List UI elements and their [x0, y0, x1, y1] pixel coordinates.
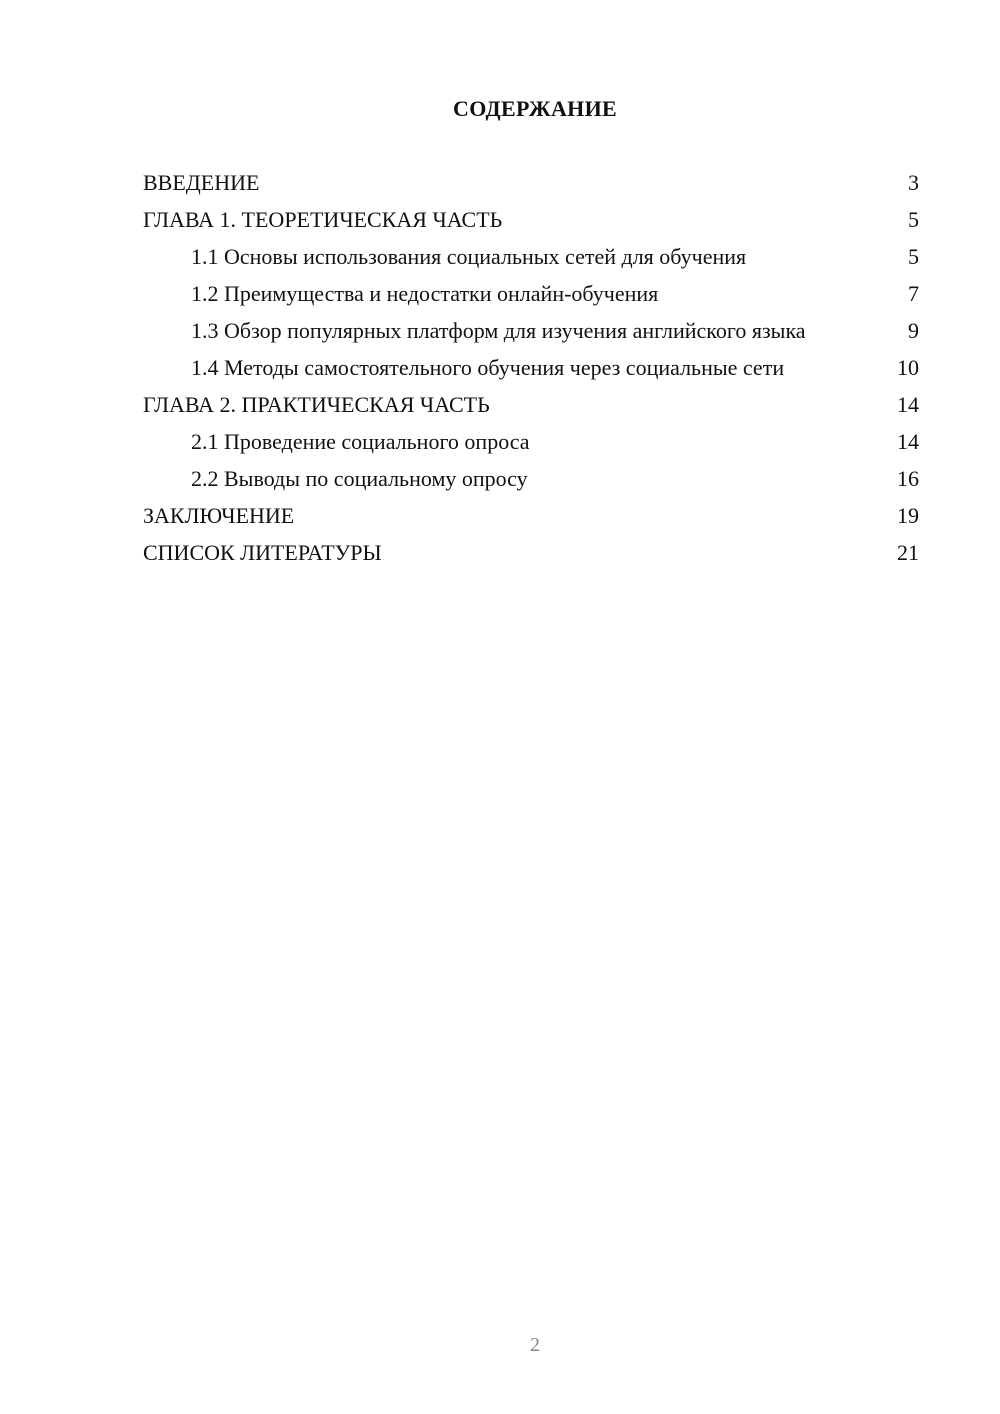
toc-entry-label: ВВЕДЕНИЕ [143, 170, 260, 195]
toc-entry-page-number: 19 [897, 503, 919, 528]
toc-entry-label: 2.2 Выводы по социальному опросу [191, 466, 528, 491]
toc-entry-page-number: 5 [908, 207, 919, 232]
toc-entry-label: 2.1 Проведение социального опроса [191, 429, 530, 454]
toc-entry-section-1-3[interactable] [143, 318, 919, 344]
toc-entry-page-number: 14 [897, 392, 919, 417]
toc-entry-label: 1.4 Методы самостоятельного обучения через социальные сети [191, 355, 785, 380]
toc-entry-section-2-2[interactable] [143, 466, 919, 492]
toc-entry-conclusion[interactable] [143, 503, 919, 529]
toc-entry-section-2-1[interactable] [143, 429, 919, 455]
toc-entry-section-1-2[interactable] [143, 281, 919, 307]
toc-entry-page-number: 7 [908, 281, 919, 306]
toc-entry-section-1-1[interactable] [143, 244, 919, 270]
toc-entry-page-number: 3 [908, 170, 919, 195]
toc-entry-label: 1.1 Основы использования социальных сетей для обучения [191, 244, 747, 269]
toc-entry-label: 1.3 Обзор популярных платформ для изучения английского языка [191, 318, 806, 343]
table-of-contents [143, 170, 919, 577]
toc-entry-page-number: 5 [908, 244, 919, 269]
toc-entry-page-number: 14 [897, 429, 919, 454]
toc-entry-references[interactable] [143, 540, 919, 566]
toc-entry-page-number: 9 [908, 318, 919, 343]
toc-entry-chapter-2[interactable] [143, 392, 919, 418]
page-title: СОДЕРЖАНИЕ [453, 96, 617, 121]
toc-entry-label: 1.2 Преимущества и недостатки онлайн-обучения [191, 281, 659, 306]
toc-entry-page-number: 21 [897, 540, 919, 565]
toc-entry-label: ГЛАВА 1. ТЕОРЕТИЧЕСКАЯ ЧАСТЬ [143, 207, 503, 232]
toc-entry-page-number: 10 [897, 355, 919, 380]
toc-entry-label: СПИСОК ЛИТЕРАТУРЫ [143, 540, 382, 565]
toc-entry-label: ГЛАВА 2. ПРАКТИЧЕСКАЯ ЧАСТЬ [143, 392, 490, 417]
page-number: 2 [530, 1334, 540, 1356]
toc-entry-section-1-4[interactable] [143, 355, 919, 381]
toc-entry-page-number: 16 [897, 466, 919, 491]
toc-entry-chapter-1[interactable] [143, 207, 919, 233]
toc-entry-label: ЗАКЛЮЧЕНИЕ [143, 503, 295, 528]
toc-entry-introduction[interactable] [143, 170, 919, 196]
